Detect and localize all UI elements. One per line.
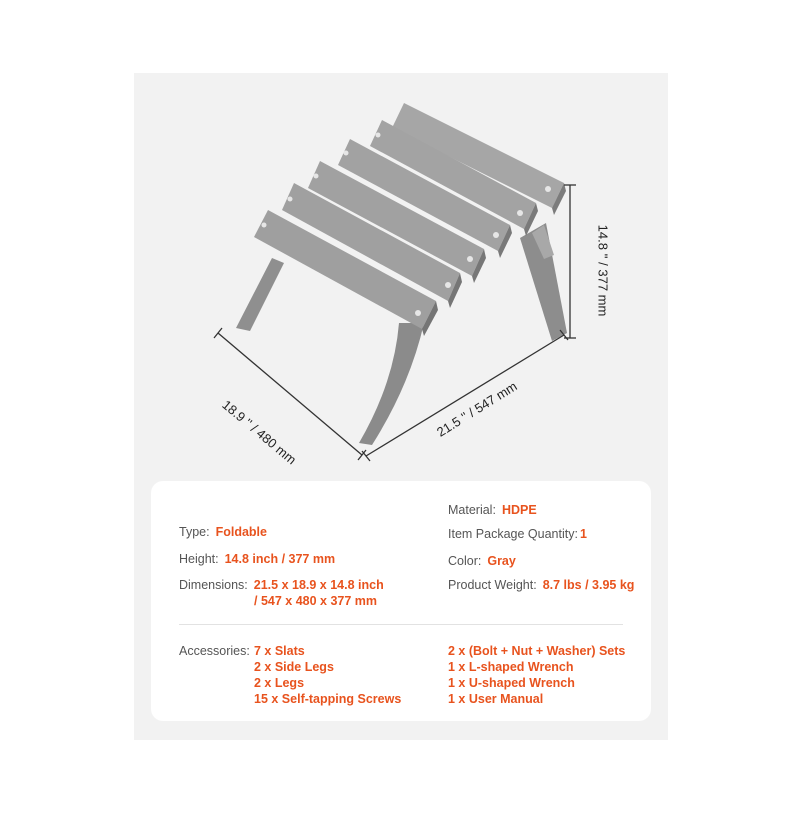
slats bbox=[254, 103, 566, 336]
spec-dimensions-line2 bbox=[254, 593, 377, 609]
spec-value: Gray bbox=[487, 554, 516, 568]
spec-value: Foldable bbox=[215, 525, 267, 539]
spec-value: 21.5 x 18.9 x 14.8 inch bbox=[253, 578, 384, 592]
spec-card bbox=[151, 481, 651, 721]
spec-label: Type: bbox=[179, 525, 210, 539]
list-item: 7 x Slats bbox=[254, 644, 305, 658]
spec-value: 8.7 lbs / 3.95 kg bbox=[542, 578, 635, 592]
list-item: 1 x User Manual bbox=[448, 692, 544, 706]
spec-label: Height: bbox=[179, 552, 219, 566]
spec-value: / 547 x 480 x 377 mm bbox=[254, 594, 378, 608]
accessories-label: Accessories: bbox=[179, 644, 250, 658]
spec-dimensions bbox=[179, 577, 384, 593]
list-item: 1 x U-shaped Wrench bbox=[448, 676, 575, 690]
product-panel bbox=[134, 73, 668, 740]
spec-color bbox=[448, 553, 516, 569]
spec-value: HDPE bbox=[501, 503, 537, 517]
list-item: 1 x L-shaped Wrench bbox=[448, 660, 574, 674]
ottoman-image bbox=[134, 73, 668, 493]
spec-value: 1 bbox=[579, 527, 587, 541]
divider bbox=[179, 624, 623, 625]
spec-height bbox=[179, 551, 335, 567]
list-item: 15 x Self-tapping Screws bbox=[254, 692, 402, 706]
width-dimension-label: 21.5 '' / 547 mm bbox=[434, 378, 520, 440]
spec-quantity bbox=[448, 526, 587, 542]
list-item: 2 x Side Legs bbox=[254, 660, 334, 674]
spec-label: Material: bbox=[448, 503, 496, 517]
spec-label: Dimensions: bbox=[179, 578, 248, 592]
accessories-right-list bbox=[448, 643, 625, 707]
spec-type bbox=[179, 524, 267, 540]
accessories-left-list bbox=[254, 643, 401, 707]
height-dimension-label: 14.8 '' / 377 mm bbox=[595, 224, 611, 317]
spec-weight bbox=[448, 577, 634, 593]
spec-value: 14.8 inch / 377 mm bbox=[224, 552, 336, 566]
depth-dimension-label: 18.9 '' / 480 mm bbox=[219, 397, 300, 468]
list-item: 2 x (Bolt + Nut + Washer) Sets bbox=[448, 644, 626, 658]
spec-label: Item Package Quantity: bbox=[448, 527, 578, 541]
spec-label: Product Weight: bbox=[448, 578, 537, 592]
spec-label: Color: bbox=[448, 554, 482, 568]
spec-material bbox=[448, 502, 537, 518]
list-item: 2 x Legs bbox=[254, 676, 305, 690]
